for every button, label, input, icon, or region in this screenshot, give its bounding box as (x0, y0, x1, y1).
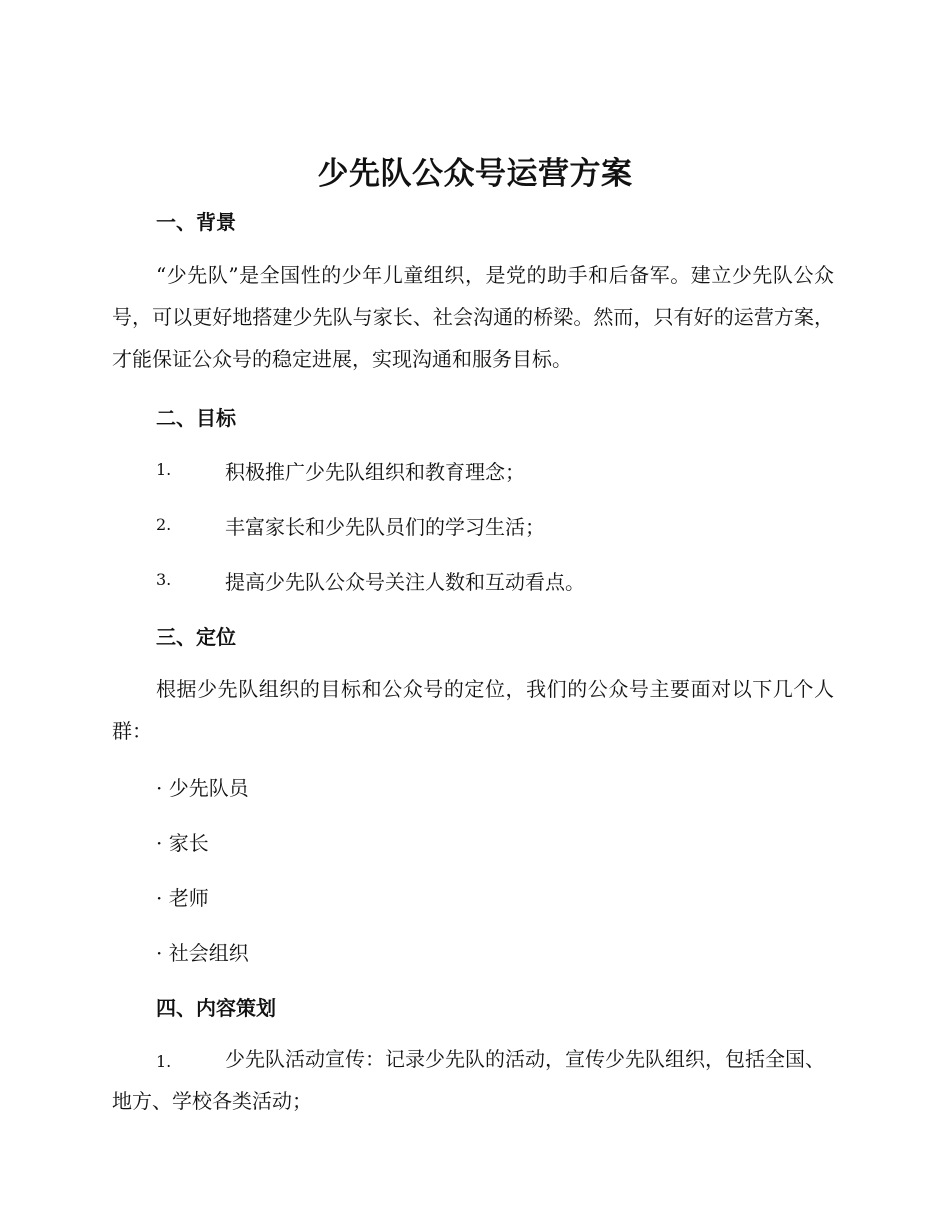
audience-item-parents: · 家长 (156, 831, 209, 855)
content-item-1-text: 少先队活动宣传：记录少先队的活动，宣传少先队组织，包括全国、地方、学校各类活动； (112, 1047, 825, 1113)
paragraph-positioning: 根据少先队组织的目标和公众号的定位，我们的公众号主要面对以下几个人群： (112, 677, 834, 743)
audience-item-members: · 少先队员 (156, 776, 249, 800)
heading-content-planning: 四、内容策划 (156, 996, 276, 1020)
goal-item-1-number: 1. (156, 460, 172, 479)
paragraph-background: “少先队”是全国性的少年儿童组织，是党的助手和后备军。建立少先队公众号，可以更好地搭建少先队与家长、社会沟通的桥梁。然而，只有好的运营方案，才能保证公众号的稳定进展，实现沟通和服务目标。 (112, 263, 834, 371)
goal-item-3-number: 3. (156, 570, 172, 589)
heading-positioning: 三、定位 (156, 625, 236, 649)
goal-item-3-text: 提高少先队公众号关注人数和互动看点。 (225, 570, 585, 594)
content-item-1-number: 1. (156, 1052, 172, 1071)
goal-item-2-text: 丰富家长和少先队员们的学习生活； (225, 515, 545, 539)
goal-item-1-text: 积极推广少先队组织和教育理念； (225, 460, 525, 484)
audience-item-teachers: · 老师 (156, 886, 209, 910)
goal-item-2-number: 2. (156, 515, 172, 534)
document-title: 少先队公众号运营方案 (317, 156, 633, 192)
audience-item-organizations: · 社会组织 (156, 941, 249, 965)
heading-goals: 二、目标 (156, 406, 236, 430)
heading-background: 一、背景 (156, 210, 236, 234)
